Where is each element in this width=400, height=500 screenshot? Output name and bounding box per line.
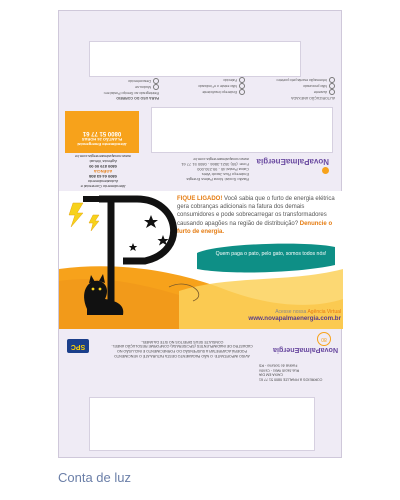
- postal-options-col1: PARA USO DO CORREIO Reintegrado ao Serviço Postal em: Mudou-se Desconhecido: [103, 79, 159, 100]
- radio-icon[interactable]: [153, 78, 159, 84]
- address-window-top: [89, 41, 301, 77]
- spc-logo: SPC: [67, 339, 89, 353]
- anniversary-badge: 80: [317, 332, 331, 346]
- radio-icon[interactable]: [153, 84, 159, 90]
- postal-reason: Reintegrado ao Serviço Postal em:: [103, 91, 159, 95]
- brand-logo-top: NovaPalmaEnergia: [249, 159, 329, 175]
- postal-use-section: [59, 75, 341, 103]
- promo-headline: FIQUE LIGADO!: [177, 196, 223, 202]
- postal-options-col2: Endereço Insuficiente Não existe o nº indicado Falecido: [198, 77, 245, 100]
- address-window-bottom: [89, 397, 315, 451]
- speech-bubble-text: Quem paga o pato, pelo gato, somos todos nós!: [215, 251, 327, 257]
- agency-label: AGÊNCIA: [93, 169, 113, 174]
- commercial-phone: 0800 64 63 808: [89, 174, 117, 179]
- promo-footer: [209, 309, 341, 322]
- brand-logo-bottom: [273, 333, 339, 355]
- promo-body: Você sabia que o furto de energia elétrica gera cobranças adicionais na fatura dos demais consumidores e pode sobrecarregar os transformadores causando apagões na região de distribuição?: [177, 196, 335, 227]
- electricity-bill-envelope: [58, 10, 342, 458]
- legal-notice: AVISO IMPORTANTE: O NÃO PAGAMENTO DESTA FATURA ATÉ O VENCIMENTO PODERÁ ACARRETAR A SUSPENSÃO DO FORNECIMENTO E INCLUSÃO NO CADASTRO DE INADIMPLENTES (SPC/SERASA) CONFORME RESOLUÇÃO ANEEL. CONSULTE SEUS DIREITOS NO SITE DA ANEEL.: [111, 339, 253, 359]
- radio-icon[interactable]: [239, 83, 245, 89]
- emergency-phone: 0800 51 77 61: [82, 130, 122, 136]
- sun-logo-icon: [322, 167, 329, 174]
- promo-call-to-action: Denuncie o furto de energia.: [177, 220, 333, 235]
- postal-options-col3: AUTORIZAÇÃO ANEXADA Ausente Não procurado Informação escrita pelo porteiro: [276, 78, 335, 100]
- brand-name: NovaPalmaEnergia: [273, 346, 339, 355]
- radio-icon[interactable]: [329, 83, 335, 89]
- radio-icon[interactable]: [329, 77, 335, 83]
- commercial-service-block: [67, 155, 139, 189]
- emergency-service-block: [65, 111, 139, 153]
- address-window-middle: [151, 107, 333, 153]
- agency-note: Agência Virtual: www.novapalmaenergia.com.br: [75, 154, 131, 164]
- promo-message: [177, 195, 337, 236]
- sender-info: Razão Social: Nova Palma Energia Endereço Rua Jacob Weis Caixa Postal 45 - 99.230-000 Fone: (55) 3521-3866 - 0800 51 77 61 www.novapalmaenergia.com.br: [181, 157, 249, 182]
- radio-icon[interactable]: [329, 89, 335, 95]
- agency-phone: 0800 879 00 00: [89, 164, 117, 169]
- return-address: CORREIOS & FINALIZE 0800 51 77 61 CAIXA EM DIA Rua Jacob Weis - Centro Faxinal do Soturno - RS: [259, 363, 323, 382]
- radio-icon[interactable]: [239, 77, 245, 83]
- radio-icon[interactable]: [239, 89, 245, 95]
- postal-title: PARA USO DO CORREIO: [116, 96, 159, 100]
- commercial-title: Atendimento Comercial e Autoatendimento: [80, 179, 126, 189]
- access-prefix: Acesse nossa: [275, 309, 307, 315]
- emergency-subtitle: PLANTÃO 24 HORAS: [81, 137, 123, 142]
- anti-theft-promo: [59, 191, 343, 329]
- postal-authorization: AUTORIZAÇÃO ANEXADA: [291, 96, 335, 100]
- image-caption: Conta de luz: [58, 470, 131, 485]
- emergency-title: Atendimento Emergencial: [77, 142, 127, 147]
- virtual-agency-link[interactable]: Agência Virtual: [307, 309, 341, 315]
- website-link[interactable]: www.novapalmaenergia.com.br: [248, 315, 341, 322]
